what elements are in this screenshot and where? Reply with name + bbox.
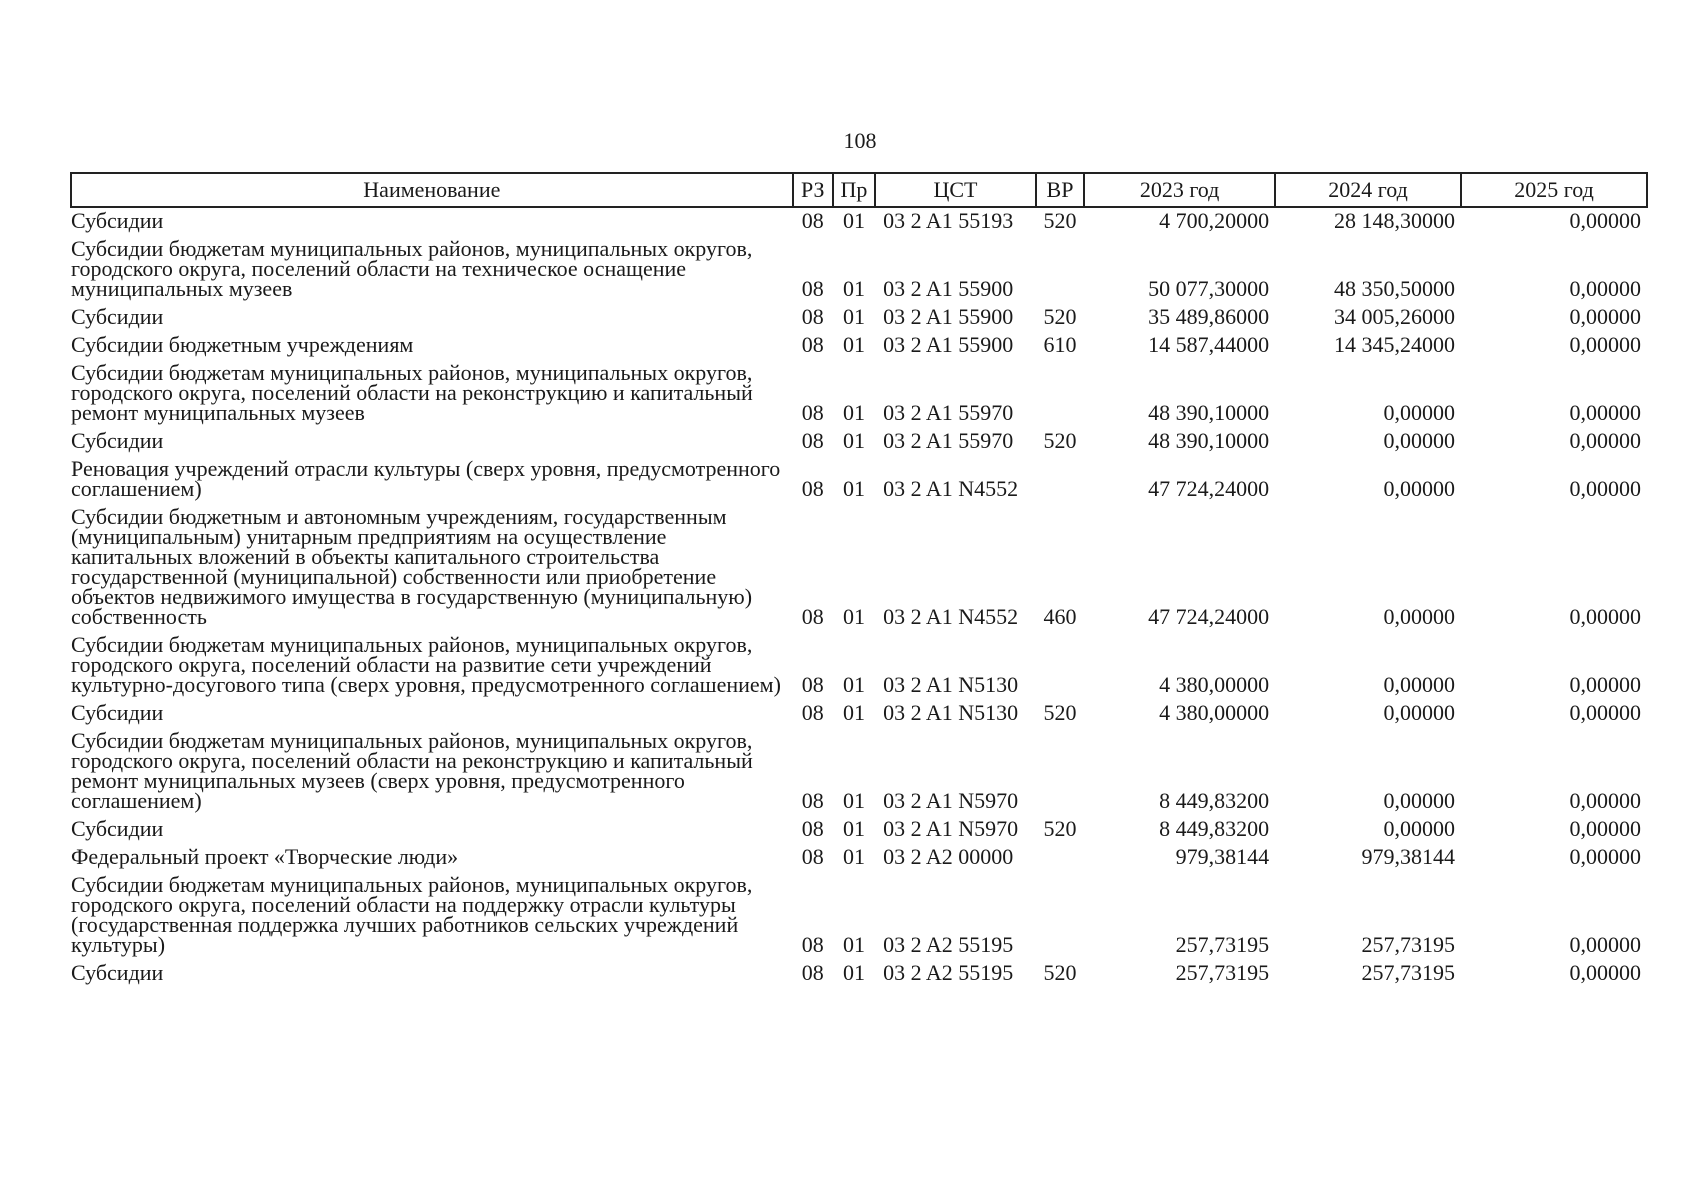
cell-name: Субсидии бюджетным и автономным учреждениям, государственным (муниципальным) унитарным предприятиям на осуществление капитальных вложений в объекты капитального строительства государственной (муниципальной) собственности или приобретение объектов недвижимого имущества в государственную (муниципальную) собственность	[71, 504, 753, 629]
cell-2025: 0,00000	[1569, 304, 1641, 329]
cell-vr: 610	[1043, 332, 1077, 357]
cell-pr: 01	[842, 332, 865, 357]
cell-2025: 0,00000	[1569, 788, 1641, 813]
header-2024: 2024 год	[1275, 173, 1461, 207]
table-row	[71, 504, 1647, 632]
cell-2023: 8 449,83200	[1159, 816, 1270, 841]
page-number: 108	[843, 128, 877, 153]
table-row	[71, 360, 1647, 428]
cell-rz: 08	[801, 276, 824, 301]
cell-2024: 257,73195	[1361, 960, 1456, 985]
cell-2023: 50 077,30000	[1148, 276, 1270, 301]
cell-vr: 520	[1043, 960, 1077, 985]
cell-vr: 520	[1043, 428, 1077, 453]
cell-cst: 03 2 A2 55195	[883, 932, 1014, 957]
cell-2025: 0,00000	[1569, 672, 1641, 697]
table-row	[71, 236, 1647, 304]
cell-2023: 4 700,20000	[1159, 208, 1270, 233]
cell-vr: 520	[1043, 304, 1077, 329]
table-row	[71, 844, 1647, 872]
cell-2025: 0,00000	[1569, 276, 1641, 301]
cell-2024: 0,00000	[1383, 700, 1456, 725]
cell-2023: 14 587,44000	[1148, 332, 1270, 357]
table-row	[71, 960, 1647, 988]
cell-pr: 01	[842, 844, 865, 869]
cell-cst: 03 2 A2 55195	[883, 960, 1014, 985]
cell-2024: 0,00000	[1383, 400, 1456, 425]
cell-pr: 01	[842, 428, 865, 453]
cell-2024: 14 345,24000	[1334, 332, 1456, 357]
cell-cst: 03 2 A1 55900	[883, 332, 1014, 357]
cell-2023: 48 390,10000	[1148, 428, 1270, 453]
cell-pr: 01	[842, 208, 865, 233]
table-row	[71, 332, 1647, 360]
cell-name: Субсидии	[71, 208, 164, 233]
cell-2023: 48 390,10000	[1148, 400, 1270, 425]
cell-2025: 0,00000	[1569, 932, 1641, 957]
cell-2024: 28 148,30000	[1334, 208, 1456, 233]
table-row	[71, 816, 1647, 844]
cell-rz: 08	[801, 332, 824, 357]
table-row	[71, 456, 1647, 504]
cell-2025: 0,00000	[1569, 604, 1641, 629]
cell-2025: 0,00000	[1569, 816, 1641, 841]
cell-2024: 979,38144	[1361, 844, 1456, 869]
cell-pr: 01	[842, 816, 865, 841]
cell-rz: 08	[801, 400, 824, 425]
cell-pr: 01	[842, 672, 865, 697]
cell-cst: 03 2 A1 N4552	[883, 604, 1019, 629]
cell-cst: 03 2 A1 55900	[883, 276, 1014, 301]
cell-2025: 0,00000	[1569, 208, 1641, 233]
header-name: Наименование	[71, 173, 793, 207]
cell-2025: 0,00000	[1569, 400, 1641, 425]
cell-2024: 0,00000	[1383, 604, 1456, 629]
cell-2025: 0,00000	[1569, 428, 1641, 453]
cell-2023: 47 724,24000	[1148, 476, 1270, 501]
header-2025: 2025 год	[1461, 173, 1647, 207]
table-row	[71, 632, 1647, 700]
cell-2023: 47 724,24000	[1148, 604, 1270, 629]
cell-name: Субсидии	[71, 816, 164, 841]
cell-2023: 4 380,00000	[1159, 700, 1270, 725]
cell-vr	[1036, 360, 1084, 428]
cell-name: Субсидии	[71, 700, 164, 725]
cell-pr: 01	[842, 788, 865, 813]
cell-vr: 520	[1043, 816, 1077, 841]
cell-vr	[1036, 844, 1084, 872]
cell-pr: 01	[842, 304, 865, 329]
cell-2025: 0,00000	[1569, 332, 1641, 357]
cell-rz: 08	[801, 304, 824, 329]
cell-cst: 03 2 A2 00000	[883, 844, 1014, 869]
cell-2025: 0,00000	[1569, 476, 1641, 501]
cell-name: Субсидии бюджетам муниципальных районов, муниципальных округов, городского округа, поселений области на поддержку отрасли культуры (государственная поддержка лучших работников сельских учреждений культуры)	[71, 872, 753, 957]
table-row	[71, 304, 1647, 332]
cell-cst: 03 2 A1 55970	[883, 428, 1014, 453]
cell-2025: 0,00000	[1569, 960, 1641, 985]
table-body	[71, 207, 1647, 988]
cell-rz: 08	[801, 476, 824, 501]
cell-rz: 08	[801, 604, 824, 629]
cell-2023: 4 380,00000	[1159, 672, 1270, 697]
cell-cst: 03 2 A1 N5970	[883, 816, 1019, 841]
cell-2025: 0,00000	[1569, 700, 1641, 725]
cell-2023: 257,73195	[1175, 932, 1270, 957]
cell-2024: 0,00000	[1383, 788, 1456, 813]
cell-2024: 0,00000	[1383, 672, 1456, 697]
header-2023: 2023 год	[1084, 173, 1275, 207]
header-pr: Пр	[833, 173, 875, 207]
cell-cst: 03 2 A1 55970	[883, 400, 1014, 425]
cell-pr: 01	[842, 700, 865, 725]
header-row	[71, 173, 1647, 207]
table-row	[71, 872, 1647, 960]
cell-2023: 8 449,83200	[1159, 788, 1270, 813]
cell-cst: 03 2 A1 55193	[883, 208, 1014, 233]
cell-vr: 520	[1043, 208, 1077, 233]
cell-name: Субсидии бюджетным учреждениям	[71, 332, 414, 357]
cell-rz: 08	[801, 816, 824, 841]
cell-name: Субсидии	[71, 304, 164, 329]
cell-vr	[1036, 236, 1084, 304]
cell-2024: 0,00000	[1383, 428, 1456, 453]
cell-name: Субсидии бюджетам муниципальных районов, муниципальных округов, городского округа, поселений области на реконструкцию и капитальный ремонт муниципальных музеев	[71, 360, 753, 425]
header-rz: РЗ	[793, 173, 833, 207]
cell-pr: 01	[842, 276, 865, 301]
budget-table	[70, 172, 1648, 988]
cell-cst: 03 2 A1 N4552	[883, 476, 1019, 501]
cell-vr	[1036, 456, 1084, 504]
header-cst: ЦСТ	[875, 173, 1036, 207]
cell-rz: 08	[801, 932, 824, 957]
cell-2024: 34 005,26000	[1334, 304, 1456, 329]
cell-rz: 08	[801, 428, 824, 453]
table-row	[71, 207, 1647, 236]
cell-2023: 257,73195	[1175, 960, 1270, 985]
cell-pr: 01	[842, 400, 865, 425]
cell-2024: 257,73195	[1361, 932, 1456, 957]
cell-pr: 01	[842, 960, 865, 985]
cell-name: Субсидии	[71, 960, 164, 985]
cell-2023: 979,38144	[1175, 844, 1270, 869]
cell-name: Реновация учреждений отрасли культуры (сверх уровня, предусмотренного соглашением)	[71, 456, 781, 501]
cell-cst: 03 2 A1 N5130	[883, 672, 1019, 697]
cell-pr: 01	[842, 604, 865, 629]
cell-cst: 03 2 A1 N5970	[883, 788, 1019, 813]
cell-pr: 01	[842, 932, 865, 957]
header-vr: ВР	[1036, 173, 1084, 207]
cell-name: Субсидии бюджетам муниципальных районов, муниципальных округов, городского округа, поселений области на техническое оснащение муниципальных музеев	[71, 236, 753, 301]
cell-2024: 0,00000	[1383, 816, 1456, 841]
cell-vr: 460	[1043, 604, 1077, 629]
cell-cst: 03 2 A1 55900	[883, 304, 1014, 329]
cell-2023: 35 489,86000	[1148, 304, 1270, 329]
table-row	[71, 700, 1647, 728]
cell-name: Субсидии бюджетам муниципальных районов, муниципальных округов, городского округа, поселений области на реконструкцию и капитальный ремонт муниципальных музеев (сверх уровня, предусмотренного соглашением)	[71, 728, 753, 813]
cell-2024: 48 350,50000	[1334, 276, 1456, 301]
cell-cst: 03 2 A1 N5130	[883, 700, 1019, 725]
cell-pr: 01	[842, 476, 865, 501]
table-row	[71, 728, 1647, 816]
table-header	[71, 173, 1647, 207]
table-row	[71, 428, 1647, 456]
cell-name: Субсидии бюджетам муниципальных районов, муниципальных округов, городского округа, поселений области на развитие сети учреждений культурно-досугового типа (сверх уровня, предусмотренного соглашением)	[71, 632, 781, 697]
cell-rz: 08	[801, 700, 824, 725]
cell-2025: 0,00000	[1569, 844, 1641, 869]
cell-vr: 520	[1043, 700, 1077, 725]
cell-vr	[1036, 632, 1084, 700]
cell-vr	[1036, 728, 1084, 816]
cell-name: Субсидии	[71, 428, 164, 453]
cell-rz: 08	[801, 844, 824, 869]
cell-2024: 0,00000	[1383, 476, 1456, 501]
cell-name: Федеральный проект «Творческие люди»	[71, 844, 459, 869]
cell-rz: 08	[801, 960, 824, 985]
cell-rz: 08	[801, 208, 824, 233]
cell-rz: 08	[801, 788, 824, 813]
cell-rz: 08	[801, 672, 824, 697]
cell-vr	[1036, 872, 1084, 960]
